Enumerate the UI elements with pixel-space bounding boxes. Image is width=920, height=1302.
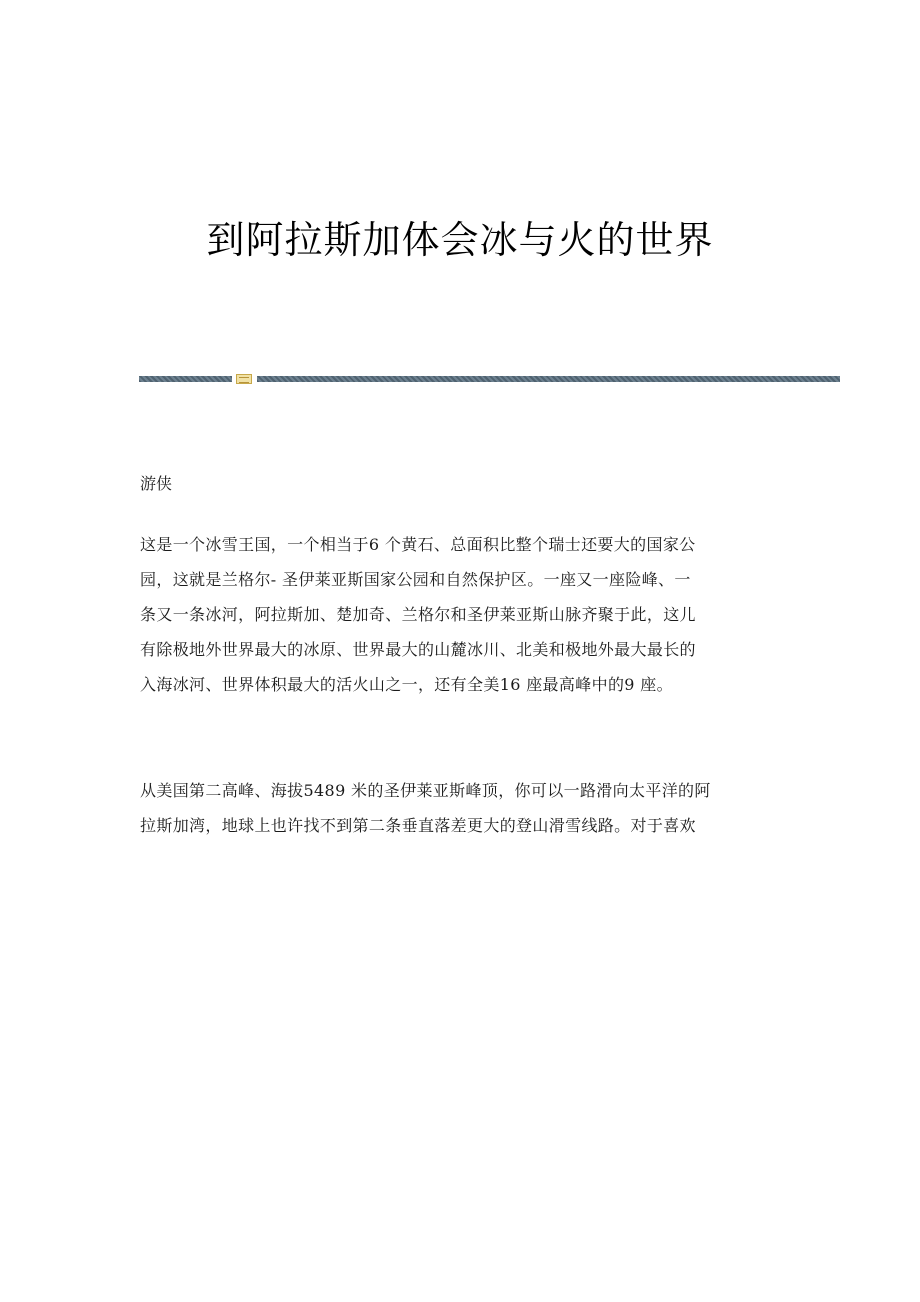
author-name: 游侠 [140, 474, 173, 493]
paragraph-1 [140, 527, 782, 702]
text-line: 有除极地外世界最大的冰原、世界最大的山麓冰川、北美和极地外最大最长的 [140, 640, 696, 659]
text-line: 从美国第二高峰、海拔5489 米的圣伊莱亚斯峰顶，你可以一路滑向太平洋的阿 [140, 781, 711, 800]
text-line: 条又一条冰河，阿拉斯加、楚加奇、兰格尔和圣伊莱亚斯山脉齐聚于此，这儿 [140, 605, 696, 624]
text-line: 园，这就是兰格尔- 圣伊莱亚斯国家公园和自然保护区。一座又一座险峰、一 [140, 570, 691, 589]
paragraph-2 [140, 773, 782, 843]
divider-ornament-icon [236, 374, 252, 384]
title-divider [139, 374, 840, 384]
divider-left-segment [139, 376, 232, 382]
text-line: 拉斯加湾，地球上也许找不到第二条垂直落差更大的登山滑雪线路。对于喜欢 [140, 816, 696, 835]
text-line: 入海冰河、世界体积最大的活火山之一，还有全美16 座最高峰中的9 座。 [140, 675, 673, 694]
page-title: 到阿拉斯加体会冰与火的世界 [206, 218, 714, 262]
text-line: 这是一个冰雪王国，一个相当于6 个黄石、总面积比整个瑞士还要大的国家公 [140, 535, 696, 554]
divider-right-segment [257, 376, 840, 382]
